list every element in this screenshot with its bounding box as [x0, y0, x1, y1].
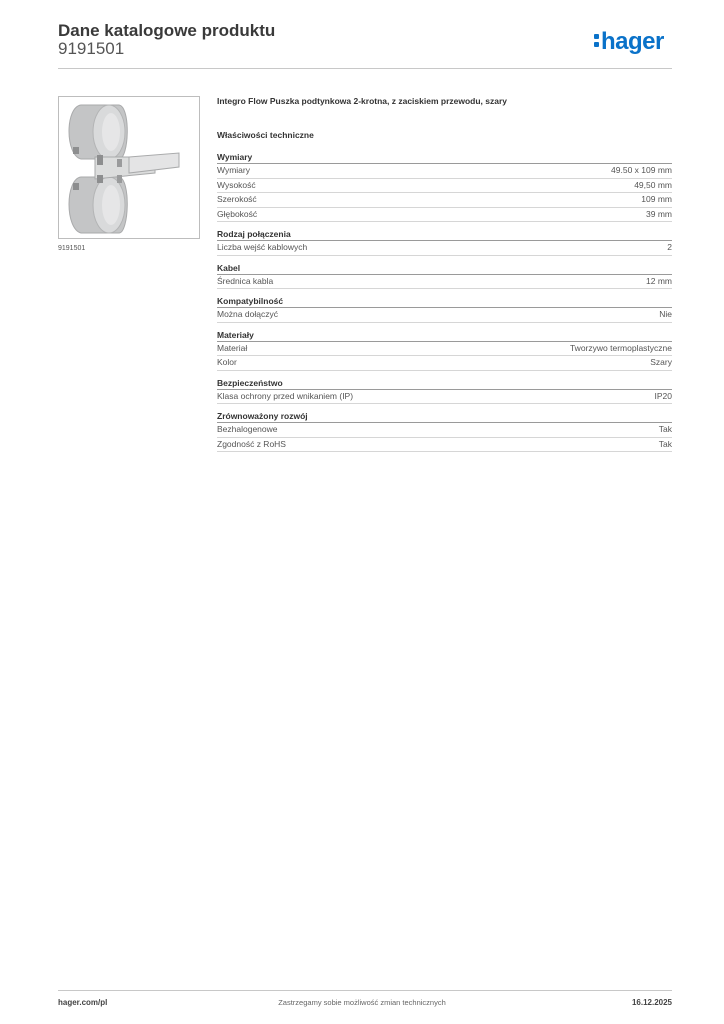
property-row	[217, 193, 672, 208]
property-row	[217, 308, 672, 323]
property-value: 49,50 mm	[634, 179, 672, 190]
product-details	[217, 96, 672, 459]
property-value: 49.50 x 109 mm	[611, 165, 672, 175]
property-label: Średnica kabla	[217, 275, 274, 286]
property-label: Materiał	[217, 342, 248, 353]
group-heading: Kabel	[217, 263, 672, 275]
property-label: Głębokość	[217, 208, 258, 219]
page-title: Dane katalogowe produktu	[58, 21, 276, 40]
property-value: 39 mm	[646, 208, 672, 219]
property-value: Szary	[650, 357, 672, 367]
image-caption: 9191501	[58, 245, 86, 252]
property-value: 12 mm	[646, 275, 672, 286]
property-label: Kolor	[217, 357, 237, 367]
property-label: Bezhalogenowe	[217, 424, 278, 434]
property-label: Szerokość	[217, 194, 257, 204]
property-row	[217, 275, 672, 290]
product-code: 9191501	[58, 39, 125, 58]
property-row	[217, 342, 672, 357]
property-value: 2	[667, 242, 672, 252]
product-title: Integro Flow Puszka podtynkowa 2-krotna, z zaciskiem przewodu, szary	[217, 96, 508, 106]
property-label: Klasa ochrony przed wnikaniem (IP)	[217, 390, 354, 401]
property-row	[217, 179, 672, 194]
property-group	[217, 378, 672, 405]
property-row	[217, 438, 672, 453]
property-value: Tak	[658, 438, 672, 449]
logo-colon-icon	[594, 32, 600, 48]
property-row	[217, 390, 672, 405]
group-heading: Bezpieczeństwo	[217, 378, 672, 390]
header-divider	[58, 68, 672, 69]
property-group	[217, 152, 672, 222]
property-label: Liczba wejść kablowych	[217, 242, 308, 252]
property-value: Nie	[659, 309, 672, 319]
property-value: Tak	[658, 424, 672, 434]
hager-logo[interactable]	[594, 30, 664, 54]
group-heading: Materiały	[217, 330, 672, 342]
property-group	[217, 229, 672, 256]
property-value: 109 mm	[641, 194, 672, 204]
footer-website-link[interactable]: hager.com/pl	[58, 998, 108, 1007]
logo-text: hager	[601, 28, 664, 55]
property-label: Zgodność z RoHS	[217, 438, 286, 449]
group-heading: Zrównoważony rozwój	[217, 411, 672, 423]
technical-properties-heading: Właściwości techniczne	[217, 130, 314, 140]
property-group	[217, 263, 672, 290]
property-group	[217, 296, 672, 323]
property-row	[217, 356, 672, 371]
footer-divider	[58, 990, 672, 991]
property-value: IP20	[654, 390, 672, 401]
group-heading: Rodzaj połączenia	[217, 229, 672, 241]
junction-box-illustration	[59, 97, 199, 238]
property-label: Wymiary	[217, 165, 250, 175]
property-row	[217, 241, 672, 256]
group-heading: Wymiary	[217, 152, 672, 164]
group-heading: Kompatybilność	[217, 296, 672, 308]
property-value: Tworzywo termoplastyczne	[569, 342, 672, 353]
property-label: Można dołączyć	[217, 309, 278, 319]
property-group	[217, 411, 672, 452]
footer-date: 16.12.2025	[631, 998, 672, 1007]
property-row	[217, 423, 672, 438]
property-row	[217, 208, 672, 223]
property-groups	[217, 152, 672, 452]
property-row	[217, 164, 672, 179]
footer-disclaimer: Zastrzegamy sobie możliwość zmian technicznych	[278, 998, 446, 1007]
property-group	[217, 330, 672, 371]
product-image	[58, 96, 200, 239]
property-label: Wysokość	[217, 179, 256, 190]
